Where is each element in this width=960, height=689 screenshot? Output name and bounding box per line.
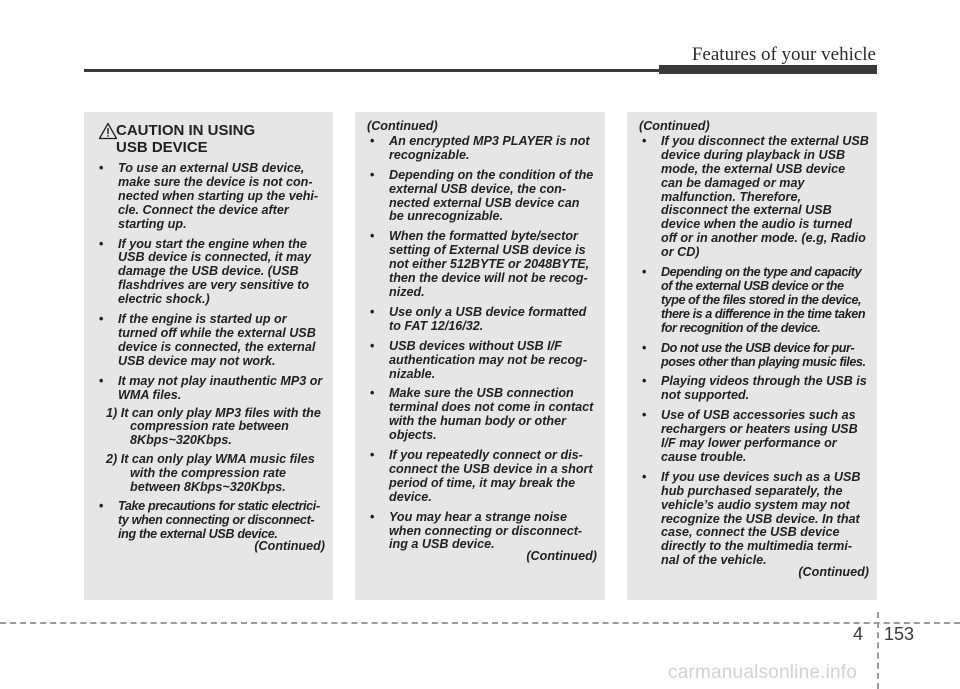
list-item: • If you repeatedly connect or dis-connect the USB device in a short period of time, it may break the device. [367,449,597,505]
list-item: • Use only a USB device formatted to FAT 12/16/32. [367,306,597,334]
chapter-number: 4 [853,624,864,644]
list-item: • To use an external USB device, make sure the device is not con-nected when starting up the vehi-cle. Connect the device after starting up. [96,162,325,232]
caution-box [84,112,333,600]
page-number-separator [877,612,879,689]
continued-top-label: (Continued) [367,119,438,133]
list-item: • If you disconnect the external USB device during playback in USB mode, the external USB device can be damaged or may malfunction. Therefore, disconnect the external USB device when the audio is turned off or in another mode. (e.g, Radio or CD) [639,135,869,260]
sub-item: 1) It can only play MP3 files with the compression rate between 8Kbps~320Kbps. [106,405,321,448]
caution-title-line1: CAUTION IN USING [116,122,256,139]
list-item: • An encrypted MP3 PLAYER is not recognizable. [367,135,597,163]
continued-top-label: (Continued) [639,119,710,133]
list-item: • Depending on the condition of the external USB device, the con-nected external USB device can be unrecognizable. [367,169,597,225]
list-item: • Use of USB accessories such as rechargers or heaters using USB I/F may lower performance or cause trouble. [639,409,869,465]
list-item: • Make sure the USB connection terminal does not come in contact with the human body or other objects. [367,387,597,443]
list-item: • You may hear a strange noise when connecting or disconnect-ing a USB device. [367,511,597,553]
caution-title-line2: USB DEVICE [116,139,208,156]
caution-list [639,135,869,568]
caution-list [96,162,325,403]
footer-rule [0,622,960,624]
list-item: • If you start the engine when the USB device is connected, it may damage the USB device. (USB flashdrives are very sensitive to electric shock.) [96,238,325,308]
list-item: • Playing videos through the USB is not supported. [639,375,869,403]
watermark: carmanualsonline.info [668,662,858,683]
page-number: 153 [884,624,915,644]
content-box-3 [627,112,877,600]
list-item: • Depending on the type and capacity of the external USB device or the type of the files stored in the device, there is a difference in the time taken for recognition of the device. [639,266,869,336]
list-item: • If the engine is started up or turned off while the external USB device is connected, the external USB device may not work. [96,313,325,369]
content-box-2 [355,112,605,600]
caution-heading [96,122,325,156]
sub-list [96,407,325,495]
header-tab [659,65,877,74]
list-item: • It may not play inauthentic MP3 or WMA files. [96,375,325,403]
list-item: • When the formatted byte/sector setting of External USB device is not either 512BYTE or 2048BYTE, then the device will not be recog-nized. [367,230,597,300]
continued-label: (Continued) [254,538,325,553]
list-item: • Do not use the USB device for pur-poses other than playing music files. [639,342,869,370]
list-item: • USB devices without USB I/F authentication may not be recog-nizable. [367,340,597,382]
section-title: Features of your vehicle [691,44,876,65]
caution-list-end [96,500,325,542]
list-item: • If you use devices such as a USB hub purchased separately, the vehicle’s audio system may not recognize the USB device. In that case, connect the USB device directly to the multimedia termi-nal of the vehicle. [639,471,869,568]
warning-icon [98,122,118,140]
list-item: • Take precautions for static electrici-ty when connecting or disconnect-ing the external USB device. [96,500,325,542]
continued-label: (Continued) [798,565,869,580]
continued-label: (Continued) [526,549,597,564]
caution-list [367,135,597,552]
sub-item: 2) It can only play WMA music files with the compression rate between 8Kbps~320Kbps. [106,452,315,495]
